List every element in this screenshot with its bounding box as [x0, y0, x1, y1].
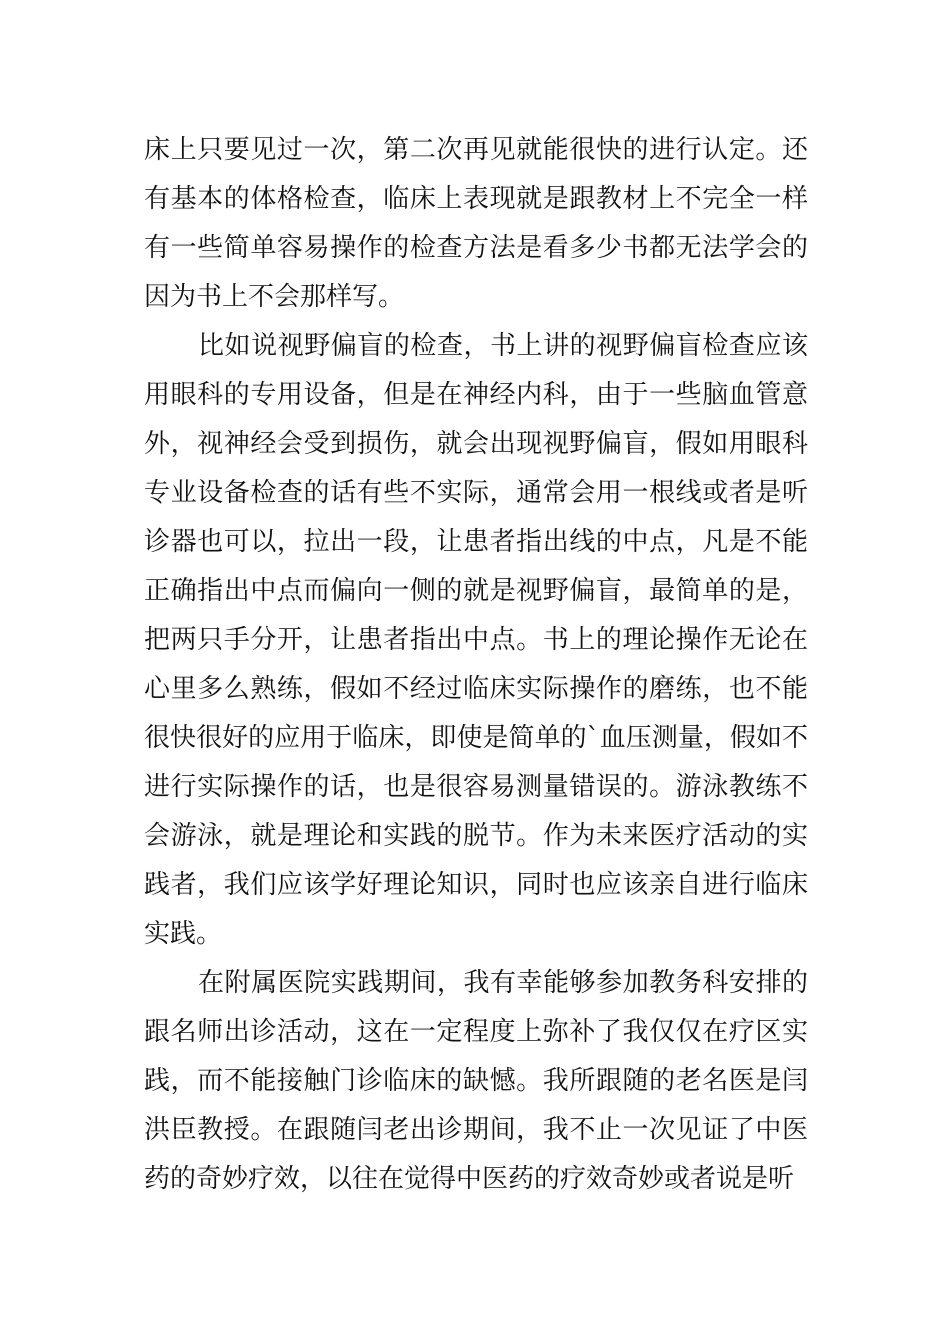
paragraph-3: 在附属医院实践期间，我有幸能够参加教务科安排的跟名师出诊活动，这在一定程度上弥补了我仅仅在疗区实践，而不能接触门诊临床的缺憾。我所跟随的老名医是闫洪臣教授。在跟随闫老出诊期间，我不止一次见证了中医药的奇妙疗效，以往在觉得中医药的疗效奇妙或者说是听 [144, 968, 808, 1194]
document-body [144, 126, 808, 1204]
paragraph-1: 床上只要见过一次，第二次再见就能很快的进行认定。还有基本的体格检查，临床上表现就是跟教材上不完全一样有一些简单容易操作的检查方法是看多少书都无法学会的因为书上不会那样写。 [144, 135, 808, 312]
paragraph-2: 比如说视野偏盲的检查，书上讲的视野偏盲检查应该用眼科的专用设备，但是在神经内科，由于一些脑血管意外，视神经会受到损伤，就会出现视野偏盲，假如用眼科专业设备检查的话有些不实际，通常会用一根线或者是听诊器也可以，拉出一段，让患者指出线的中点，凡是不能正确指出中点而偏向一侧的就是视野偏盲，最简单的是，把两只手分开，让患者指出中点。书上的理论操作无论在心里多么熟练，假如不经过临床实际操作的磨练，也不能很快很好的应用于临床，即使是简单的`血压测量，假如不进行实际操作的话，也是很容易测量错误的。游泳教练不会游泳，就是理论和实践的脱节。作为未来医疗活动的实践者，我们应该学好理论知识，同时也应该亲自进行临床实践。 [144, 331, 808, 949]
